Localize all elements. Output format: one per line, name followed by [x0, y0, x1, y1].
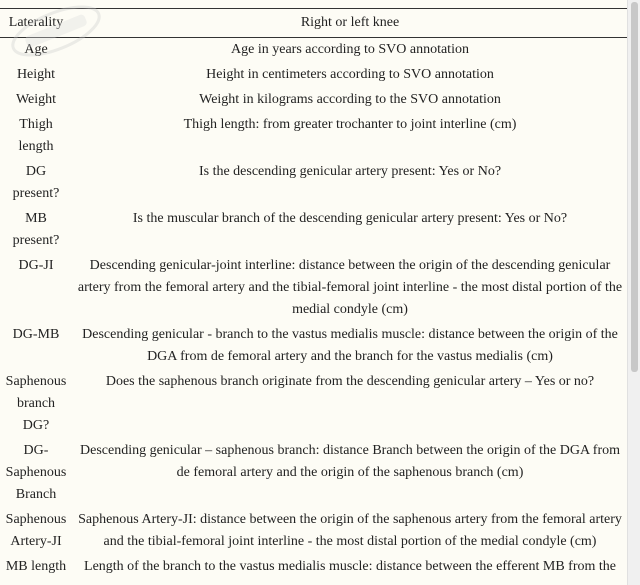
row-description: Weight in kilograms according to the SVO annotation: [199, 92, 501, 107]
row-term: DG-Saphenous Branch: [5, 443, 67, 502]
row-description: Thigh length: from greater trochanter to joint interline (cm): [183, 117, 517, 132]
row-description: Descending genicular – saphenous branch: distance Branch between the origin of the DGA from de femoral artery and the origin of the saphenous branch (cm): [80, 443, 620, 480]
row-term: Thigh length: [18, 117, 54, 154]
table-header: [0, 9, 628, 38]
row-term: DG-JI: [18, 258, 54, 273]
row-term: Weight: [15, 92, 57, 107]
vertical-scrollbar[interactable]: [627, 0, 640, 585]
table-row: [0, 254, 628, 323]
header-term: Laterality: [8, 15, 64, 30]
row-description: Height in centimeters according to SVO annotation: [206, 67, 494, 82]
table-row: [0, 160, 628, 207]
row-description: Descending genicular - branch to the vastus medialis muscle: distance between the origin of the DGA from de femoral artery and the branch for the vastus medialis (cm): [82, 327, 618, 364]
table-row: [0, 63, 628, 88]
table-row: [0, 207, 628, 254]
table-row: [0, 555, 628, 580]
row-description: Saphenous Artery-JI: distance between the origin of the saphenous artery from the femoral artery and the tibial-femoral joint interline - the most distal portion of the medial condyle (cm): [78, 512, 622, 549]
row-term: Age: [24, 42, 48, 57]
row-description: Is the muscular branch of the descending genicular artery present: Yes or No?: [132, 211, 568, 226]
table-row: [0, 439, 628, 508]
row-description: Does the saphenous branch originate from the descending genicular artery – Yes or no?: [105, 374, 595, 389]
row-term: MB length: [5, 559, 67, 574]
row-description: Descending genicular-joint interline: distance between the origin of the descending genicular artery from the femoral artery and the tibial-femoral joint interline - the most distal portion of the medial condyle (cm): [77, 258, 623, 317]
row-term: DG-MB: [12, 327, 60, 342]
row-description: Is the descending genicular artery present: Yes or No?: [198, 164, 502, 179]
header-description: Right or left knee: [300, 15, 400, 30]
table-row: [0, 88, 628, 113]
table-row: [0, 370, 628, 439]
row-term: DG present?: [12, 164, 60, 201]
variables-table: [0, 8, 628, 580]
table-row: [0, 508, 628, 555]
row-term: Saphenous Artery-JI: [5, 512, 67, 549]
row-description: Length of the branch to the vastus medialis muscle: distance between the efferent MB from the: [84, 559, 616, 574]
scrollbar-thumb[interactable]: [631, 2, 638, 372]
row-description: Age in years according to SVO annotation: [231, 42, 469, 57]
table-row: [0, 323, 628, 370]
table-row: [0, 113, 628, 160]
row-term: Height: [16, 67, 56, 82]
row-term: Saphenous branch DG?: [5, 374, 67, 433]
table-row: [0, 38, 628, 64]
row-term: MB present?: [12, 211, 60, 248]
